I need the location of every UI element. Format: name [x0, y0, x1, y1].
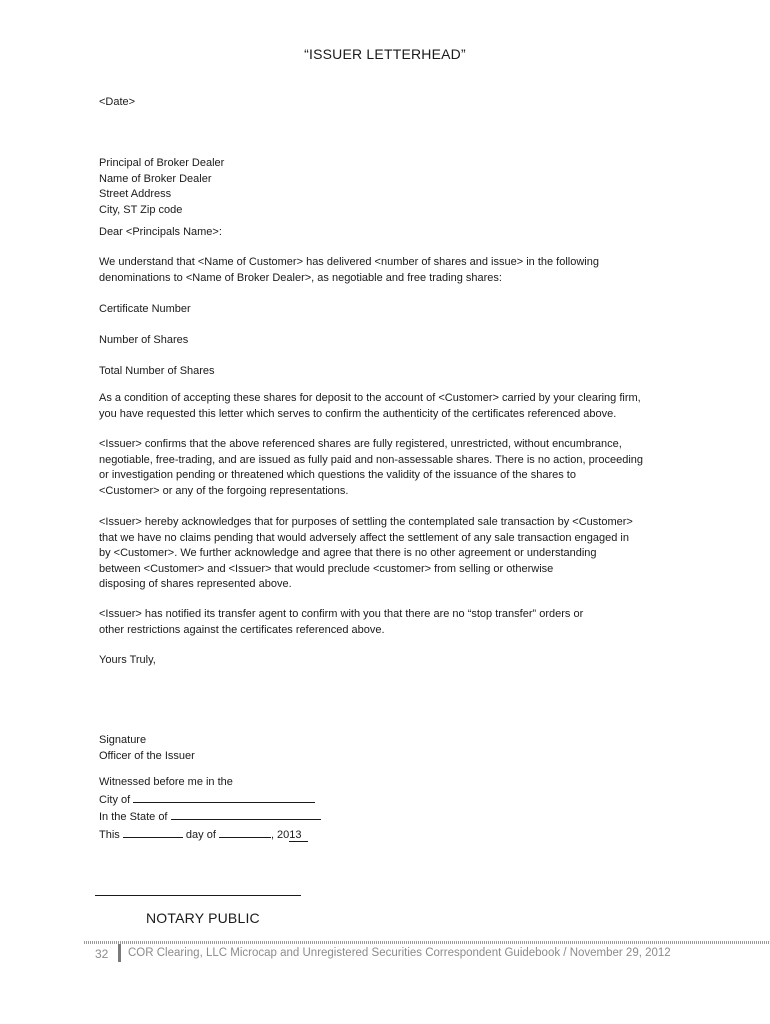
- number-of-shares-label: Number of Shares: [99, 334, 189, 346]
- notified-paragraph: <Issuer> has notified its transfer agent to confirm with you that there are no “stop transfer” orders or other restrictions against the certificates referenced above.: [99, 608, 584, 636]
- signature-title: Officer of the Issuer: [99, 749, 195, 762]
- confirms-paragraph: <Issuer> confirms that the above referenced shares are fully registered, unrestricted, without encumbrance, negotiable, free-trading, and are issued as fully paid and non-assessable shares. There is no action, proceeding or investigation pending or threatened which questions the validity of the issuance of the shares to <Customer> or any of the forgoing representations.: [99, 438, 644, 497]
- certificate-number-label: Certificate Number: [99, 303, 191, 315]
- page-number: 32: [95, 947, 109, 961]
- footer-separator-bar: [118, 944, 121, 962]
- address-line: Principal of Broker Dealer: [99, 157, 225, 169]
- date-placeholder: <Date>: [99, 96, 136, 108]
- signature-block: [99, 733, 674, 764]
- state-line: In the State of: [99, 808, 674, 826]
- address-line: Name of Broker Dealer: [99, 172, 212, 185]
- witness-block: [99, 775, 674, 843]
- witness-intro: Witnessed before me in the: [99, 776, 233, 788]
- date-line: This day of , 2013: [99, 826, 674, 844]
- address-line: Street Address: [99, 188, 172, 201]
- footer-divider: [84, 941, 770, 944]
- notary-public-label: NOTARY PUBLIC: [146, 910, 260, 926]
- salutation: Dear <Principals Name>:: [99, 226, 222, 238]
- state-blank[interactable]: [171, 808, 321, 820]
- address-line: City, ST Zip code: [99, 203, 183, 216]
- city-blank[interactable]: [133, 791, 315, 803]
- month-blank[interactable]: [219, 826, 271, 838]
- signature-label: Signature: [99, 734, 147, 746]
- city-line: City of: [99, 791, 674, 809]
- closing: Yours Truly,: [99, 654, 156, 666]
- year-value: 13: [289, 829, 307, 842]
- notary-signature-line: [95, 895, 301, 896]
- footer-text: COR Clearing, LLC Microcap and Unregistered Securities Correspondent Guidebook / November 29, 2012: [128, 947, 671, 959]
- total-shares-label: Total Number of Shares: [99, 365, 215, 377]
- letterhead-title: “ISSUER LETTERHEAD”: [304, 46, 466, 62]
- recipient-address: [99, 156, 674, 218]
- day-blank[interactable]: [123, 826, 183, 838]
- acknowledges-paragraph: <Issuer> hereby acknowledges that for purposes of settling the contemplated sale transaction by <Customer> that we have no claims pending that would adversely affect the settlement of any sale transaction engaged in by <Customer>. We further acknowledge and agree that there is no other agreement or understanding between <Customer> and <Issuer> that would preclude <customer> from selling or otherwise disposing of shares represented above.: [99, 516, 633, 591]
- intro-paragraph: We understand that <Name of Customer> has delivered <number of shares and issue> in the following denominations to <Name of Broker Dealer>, as negotiable and free trading shares:: [99, 256, 599, 284]
- condition-paragraph: As a condition of accepting these shares for deposit to the account of <Customer> carried by your clearing firm, you have requested this letter which serves to confirm the authenticity of the certificates referenced above.: [99, 392, 641, 420]
